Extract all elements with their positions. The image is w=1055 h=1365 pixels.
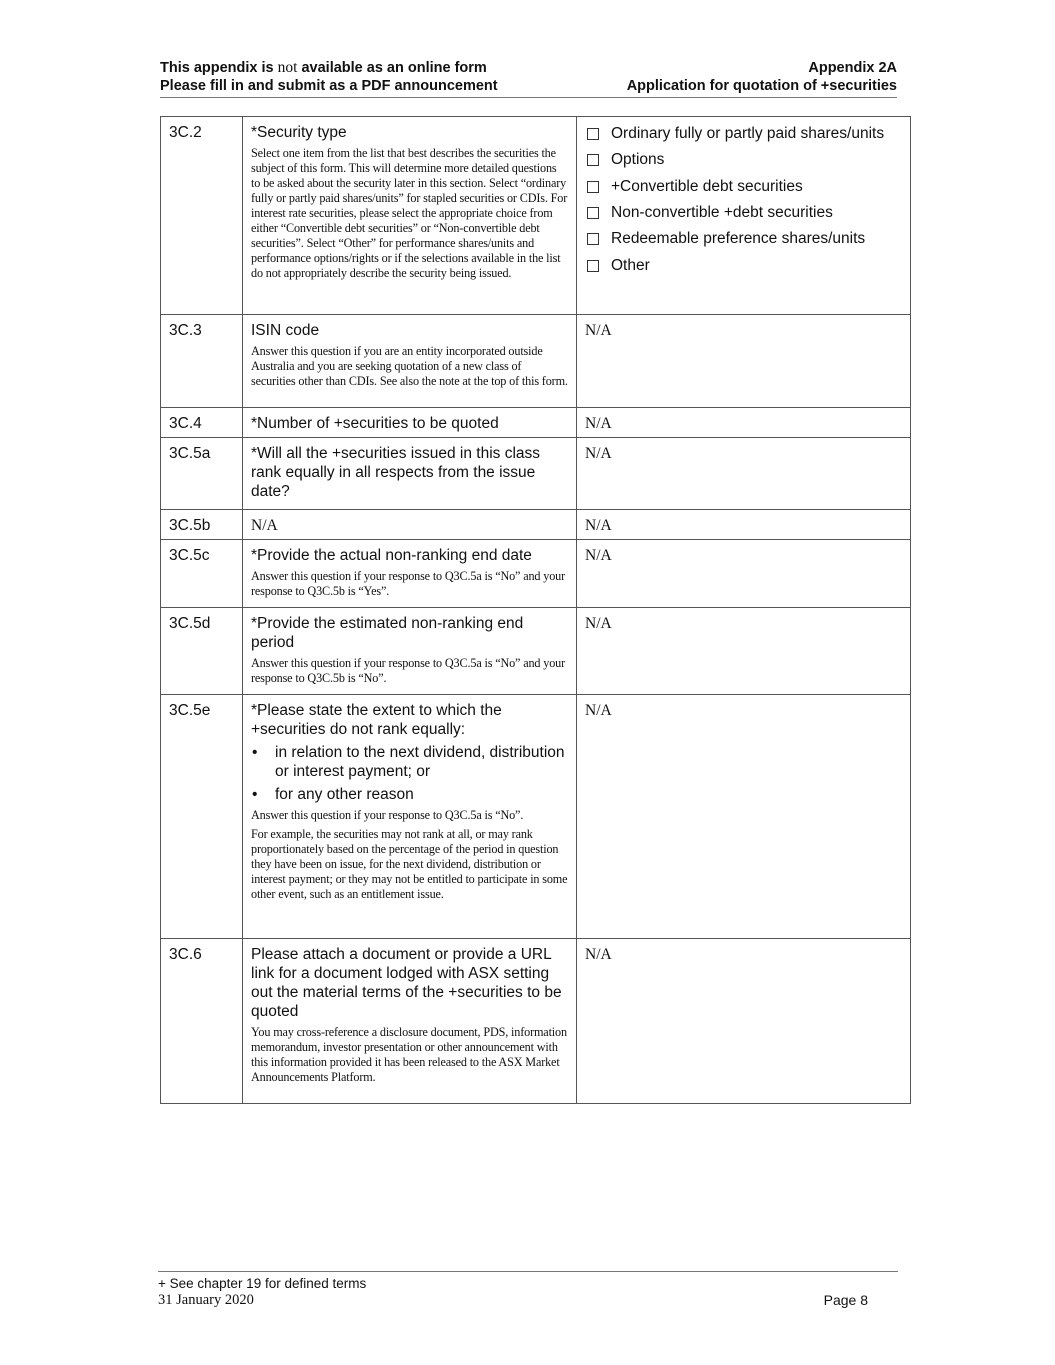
question-number: 3C.4 <box>161 408 243 438</box>
table-row <box>161 540 911 608</box>
securities-form-table <box>160 116 911 1104</box>
question-cell <box>243 939 577 1104</box>
option-other[interactable]: Other <box>585 252 902 278</box>
answer-field[interactable]: N/A <box>577 315 911 408</box>
checkbox-icon[interactable] <box>587 233 599 245</box>
question-text: *Please state the extent to which the +securities do not rank equally: <box>251 702 502 738</box>
table-row <box>161 117 911 315</box>
question-number: 3C.3 <box>161 315 243 408</box>
checkbox-icon[interactable] <box>587 181 599 193</box>
table-row <box>161 315 911 408</box>
checkbox-icon[interactable] <box>587 207 599 219</box>
question-note: Answer this question if your response to Q3C.5a is “No” and your response to Q3C.5b is “No”. <box>251 656 565 685</box>
checkbox-icon[interactable] <box>587 128 599 140</box>
answer-field[interactable]: N/A <box>577 608 911 695</box>
question-text: N/A <box>243 510 577 540</box>
footer-date: 31 January 2020 <box>158 1292 254 1308</box>
answer-field[interactable]: N/A <box>577 408 911 438</box>
question-note: Select one item from the list that best describes the securities the subject of this form. This will determine more detailed questions to be asked about the security later in this section. Select “ordinary fully or partly paid shares/units” for stapled securities or CDIs. For interest rate securities, please select the appropriate choice from either “Convertible debt securities” or “Non-convertible debt securities”. Select “Other” for performance shares/units and performance options/rights or if the selections available in the list do not appropriately describe the security being issued. <box>251 146 568 280</box>
option-redeemable-preference[interactable]: Redeemable preference shares/units <box>585 226 902 252</box>
footer-defined-terms: + See chapter 19 for defined terms <box>158 1276 367 1291</box>
question-text: ISIN code <box>251 322 320 339</box>
question-note: You may cross-reference a disclosure document, PDS, information memorandum, investor presentation or other announcement with this information provided it has been released to the ASX Market Announcements Platform. <box>251 1025 567 1084</box>
question-note: Answer this question if your response to Q3C.5a is “No”. <box>251 808 524 822</box>
option-options[interactable]: Options <box>585 147 902 173</box>
answer-field[interactable]: N/A <box>577 510 911 540</box>
question-text: *Will all the +securities issued in this class rank equally in all respects from the issue date? <box>251 445 541 500</box>
question-cell <box>243 117 577 315</box>
table-row <box>161 438 911 510</box>
option-ordinary-shares[interactable]: Ordinary fully or partly paid shares/units <box>585 121 902 147</box>
question-cell <box>243 438 577 510</box>
question-text: *Provide the estimated non-ranking end period <box>251 615 524 651</box>
question-text: *Number of +securities to be quoted <box>251 415 499 432</box>
table-row <box>161 608 911 695</box>
header-availability-note: This appendix is not available as an online form <box>160 59 487 76</box>
question-text: *Provide the actual non-ranking end date <box>251 547 532 564</box>
answer-field[interactable]: N/A <box>577 695 911 939</box>
page-number: Page 8 <box>823 1292 868 1308</box>
question-text: *Security type <box>251 124 347 141</box>
answer-field[interactable]: N/A <box>577 939 911 1104</box>
question-number: 3C.2 <box>161 117 243 315</box>
checkbox-icon[interactable] <box>587 154 599 166</box>
header-appendix-title: Application for quotation of +securities <box>626 78 897 94</box>
header-submit-instruction: Please fill in and submit as a PDF announcement <box>160 78 498 94</box>
page-footer <box>158 1271 898 1309</box>
question-number: 3C.5a <box>161 438 243 510</box>
question-cell <box>243 695 577 939</box>
bullet-icon: • <box>252 744 258 761</box>
question-cell <box>243 408 577 438</box>
question-cell <box>243 315 577 408</box>
page-header <box>160 59 897 98</box>
question-number: 3C.5b <box>161 510 243 540</box>
table-row <box>161 695 911 939</box>
bullet-item: • in relation to the next dividend, distribution or interest payment; or <box>252 744 565 780</box>
table-row <box>161 510 911 540</box>
question-note: Answer this question if your response to Q3C.5a is “No” and your response to Q3C.5b is “Yes”. <box>251 569 565 598</box>
question-text: Please attach a document or provide a URL link for a document lodged with ASX setting out the material terms of the +securities to be quoted <box>251 946 562 1020</box>
question-example-note: For example, the securities may not rank at all, or may rank proportionately based on the percentage of the period in question they have been on issue, for the next dividend, distribution or interest payment; or they may not be entitled to participate in some other event, such as an entitlement issue. <box>251 827 568 901</box>
option-convertible-debt[interactable]: +Convertible debt securities <box>585 174 902 200</box>
answer-field[interactable]: N/A <box>577 438 911 510</box>
table-row <box>161 939 911 1104</box>
question-note: Answer this question if you are an entity incorporated outside Australia and you are seeking quotation of a new class of securities other than CDIs. See also the note at the top of this form. <box>251 344 568 388</box>
header-appendix-number: Appendix 2A <box>808 60 897 76</box>
checkbox-icon[interactable] <box>587 260 599 272</box>
bullet-item: • for any other reason <box>252 786 414 803</box>
question-number: 3C.5d <box>161 608 243 695</box>
question-number: 3C.5e <box>161 695 243 939</box>
question-number: 3C.5c <box>161 540 243 608</box>
question-number: 3C.6 <box>161 939 243 1104</box>
answer-field[interactable]: N/A <box>577 540 911 608</box>
bullet-icon: • <box>252 786 258 803</box>
question-cell <box>243 608 577 695</box>
option-non-convertible-debt[interactable]: Non-convertible +debt securities <box>585 200 902 226</box>
question-cell <box>243 540 577 608</box>
table-row <box>161 408 911 438</box>
security-type-options <box>577 117 911 315</box>
